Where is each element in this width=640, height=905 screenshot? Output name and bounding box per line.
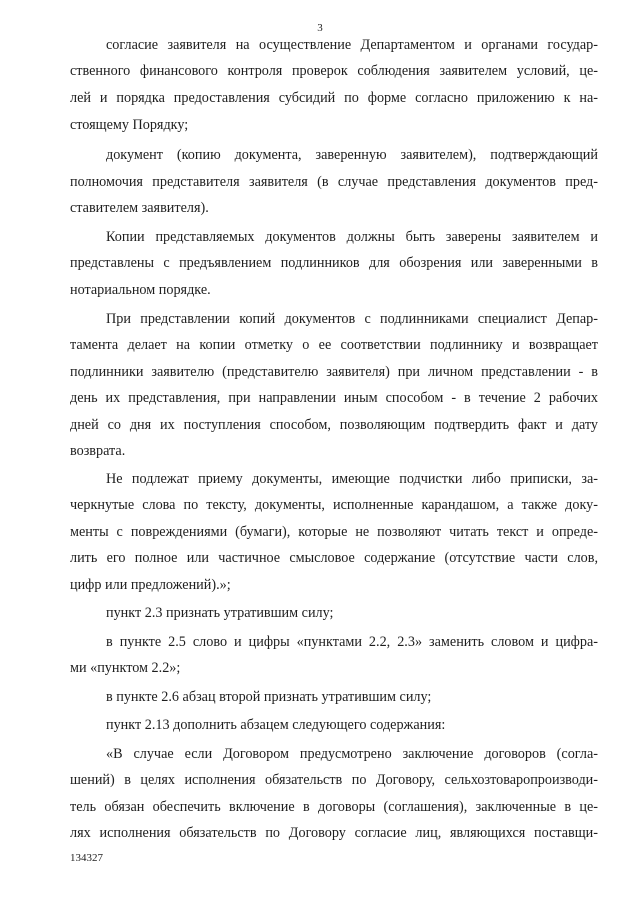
text-line: цифр или предложений).»; [70,577,231,593]
text-line: согласие заявителя на осуществление Департаментом и органами государ- [106,37,598,53]
text-line: «В случае если Договором предусмотрено заключение договоров (согла- [106,746,598,762]
text-line: менты с повреждениями (бумаги), которые не позволяют читать текст и опреде- [70,524,598,540]
text-line: лить его полное или частичное смысловое содержание (отсутствие части слов, [70,550,598,566]
text-line: шений) в целях исполнения обязательств по Договору, сельхозтоваропроизводи- [70,772,598,788]
text-line: пункт 2.13 дополнить абзацем следующего содержания: [106,717,446,733]
page-number: 3 [317,22,323,34]
text-line: возврата. [70,443,126,459]
text-line: тель обязан обеспечить включение в договоры (соглашения), заключенные в це- [70,799,598,815]
text-line: представлены с предъявлением подлинников для обозрения или заверенными в [70,255,598,271]
text-line: подлинники заявителю (представителю заявителя) при личном представлении - в [70,364,598,380]
text-line: ственного финансового контроля проверок соблюдения заявителем условий, це- [70,63,598,79]
text-line: нотариальном порядке. [70,282,211,298]
footer-code: 134327 [70,852,103,864]
text-line: При представлении копий документов с подлинниками специалист Депар- [106,311,598,327]
text-line: тамента делает на копии отметку о ее соответствии подлиннику и возвращает [70,337,598,353]
text-line: стоящему Порядку; [70,117,189,133]
text-line: лях исполнения обязательств по Договору согласие лиц, являющихся поставщи- [70,825,598,841]
text-line: Не подлежат приему документы, имеющие подчистки либо приписки, за- [106,471,598,487]
text-line: в пункте 2.6 абзац второй признать утратившим силу; [106,689,432,705]
text-line: лей и порядка предоставления субсидий по форме согласно приложению к на- [70,90,598,106]
text-line: ставителем заявителя). [70,200,209,216]
text-line: день их представления, при направлении иным способом - в течение 2 рабочих [70,390,598,406]
text-line: ми «пунктом 2.2»; [70,660,181,676]
text-line: пункт 2.3 признать утратившим силу; [106,605,334,621]
text-line: дней со дня их поступления способом, позволяющим подтвердить факт и дату [70,417,598,433]
text-line: черкнутые слова по тексту, документы, исполненные карандашом, а также доку- [70,497,598,513]
text-line: полномочия представителя заявителя (в случае представления документов пред- [70,174,598,190]
text-line: в пункте 2.5 слово и цифры «пунктами 2.2, 2.3» заменить словом и цифра- [106,634,598,650]
text-line: документ (копию документа, заверенную заявителем), подтверждающий [106,147,598,163]
text-line: Копии представляемых документов должны быть заверены заявителем и [106,229,598,245]
